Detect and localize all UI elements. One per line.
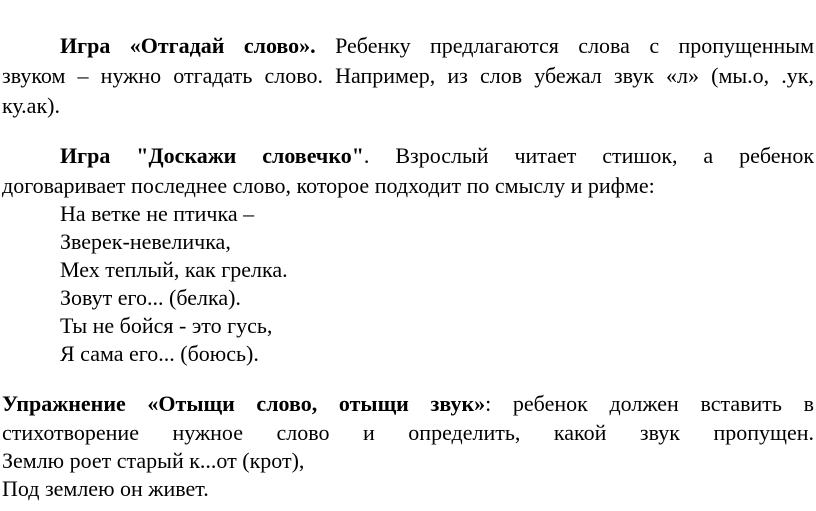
exercise-line-1 (2, 390, 814, 418)
exercise-line-4: Под землею он живет. (2, 476, 209, 501)
game2-title: Игра "Доскажи словечко" (60, 143, 364, 168)
game1-line-3: ку.ак). (2, 93, 60, 118)
game2-line-2: договаривает последнее слово, которое подходит по смыслу и рифме: (2, 173, 655, 198)
verse-line: Зверек-невеличка, (60, 229, 231, 254)
game2-line-1 (2, 142, 814, 170)
verse-line: Ты не бойся - это гусь, (60, 313, 273, 338)
game1-line-1 (2, 32, 814, 60)
game1-title: Игра «Отгадай слово». (60, 33, 316, 58)
verse-line: Мех теплый, как грелка. (60, 257, 288, 282)
exercise-line-2: стихотворение нужное слово и определить, какой звук пропущен. (2, 420, 814, 445)
verse-line: Зовут его... (белка). (60, 285, 241, 310)
verse-line: На ветке не птичка – (60, 201, 255, 226)
game1-line-2: звуком – нужно отгадать слово. Например, из слов убежал звук «л» (мы.о, .ук, (2, 63, 814, 88)
verse-line: Я сама его... (боюсь). (60, 341, 259, 366)
exercise-line-3: Землю роет старый к...от (крот), (2, 448, 305, 473)
exercise-title: Упражнение «Отыщи слово, отыщи звук» (2, 391, 486, 416)
exercise-line-1-rest: : ребенок должен вставить в (485, 391, 814, 416)
game2-line-1-rest: . Взрослый читает стишок, а ребенок (363, 143, 815, 168)
game1-line-1-rest: Ребенку предлагаются слова с пропущенным (315, 33, 814, 58)
